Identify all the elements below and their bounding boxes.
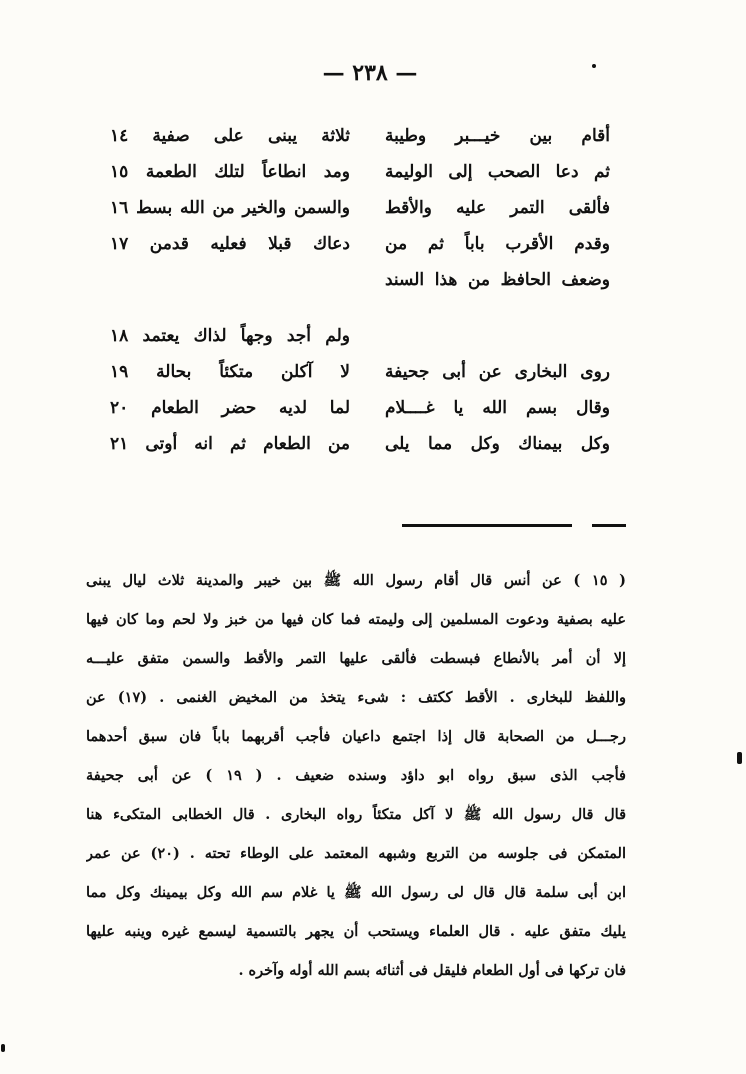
footnote-line: رجـــل من الصحابة قال إذا اجتمع داعيان فأجب أقربهما باباً فان سبق أحدهما: [86, 728, 626, 745]
footnote-line: فان تركها فى أول الطعام فليقل فى أثنائه بسم الله أوله وآخره .: [238, 962, 626, 979]
verse-second-hemistich: ثلاثة يبنى على صفية ١٤: [110, 126, 350, 146]
poem-verse: [110, 190, 610, 226]
verse-second-hemistich: من الطعام ثم انه أوتى ٢١: [110, 434, 350, 454]
scan-speck: [1, 1044, 5, 1052]
poem-verse: [110, 154, 610, 190]
poem-verse: [110, 354, 610, 390]
page-number: — ٢٣٨ —: [322, 60, 418, 86]
footnote-line: واللفظ للبخارى . الأقط ككتف : شىء يتخذ من المخيض الغنمى . (١٧) عن: [86, 689, 626, 706]
verse-first-hemistich: روى البخارى عن أبى جحيفة: [385, 362, 610, 382]
verse-second-hemistich: دعاك قبلا فعليه قدمن ١٧: [110, 234, 350, 254]
scan-speck: [592, 64, 596, 68]
verse-first-hemistich: وقال بسم الله يا غــــلام: [385, 398, 610, 418]
verse-second-hemistich: والسمن والخير من الله بسط ١٦: [110, 198, 350, 218]
poem-verse: [110, 390, 610, 426]
poem-verse: [110, 318, 610, 354]
footnote-separator-rule: [402, 524, 572, 527]
footnote-line: يليك متفق عليه . قال العلماء ويستحب أن يجهر بالتسمية ليسمع غيره وينبه عليها: [86, 923, 626, 940]
footnote-line: ( ١٥ ) عن أنس قال أقام رسول الله ﷺ بين خيبر والمدينة ثلاث ليال يبنى: [86, 572, 626, 589]
verse-second-hemistich: لما لديه حضر الطعام ٢٠: [110, 398, 350, 418]
footnote-line: عليه بصفية ودعوت المسلمين إلى وليمته فما كان فيها من خبز ولا لحم وما كان فيها: [86, 611, 626, 628]
footnote-line: المتمكن فى جلوسه من التربع وشبهه المعتمد على الوطاء تحته . (٢٠) عن عمر: [86, 845, 626, 862]
footnote-line: ابن أبى سلمة قال قال لى رسول الله ﷺ يا غلام سم الله وكل بيمينك وكل مما: [86, 884, 626, 901]
poem-verse: [110, 226, 610, 262]
scan-speck: [737, 752, 742, 764]
footnote-separator-rule-short: [592, 524, 626, 527]
poem-verse: [110, 118, 610, 154]
footnote-line: إلا أن أمر بالأنطاع فبسطت فألقى عليها التمر والأقط والسمن متفق عليـــه: [86, 650, 626, 667]
footnote-line: فأجب الذى سبق رواه ابو داؤد وسنده ضعيف . ( ١٩ ) عن أبى جحيفة: [86, 767, 626, 784]
footnote-line: قال قال رسول الله ﷺ لا آكل متكئاً رواه البخارى . قال الخطابى المتكىء هنا: [86, 806, 626, 823]
verse-second-hemistich: ولم أجد وجهاً لذاك يعتمد ١٨: [110, 326, 350, 346]
verse-first-hemistich: وضعف الحافظ من هذا السند: [385, 270, 610, 290]
verse-second-hemistich: ومد انطاعاً لتلك الطعمة ١٥: [110, 162, 350, 182]
poem-verse: [110, 426, 610, 462]
verse-second-hemistich: لا آكلن متكئاً بحالة ١٩: [110, 362, 350, 382]
verse-first-hemistich: فألقى التمر عليه والأقط: [385, 198, 610, 218]
verse-first-hemistich: وكل بيمناك وكل مما يلى: [385, 434, 610, 454]
verse-first-hemistich: ثم دعا الصحب إلى الوليمة: [385, 162, 610, 182]
verse-first-hemistich: أقام بين خيـــبر وطيبة: [385, 126, 610, 146]
verse-first-hemistich: وقدم الأقرب باباً ثم من: [385, 234, 610, 254]
poem-verse: [110, 262, 610, 298]
